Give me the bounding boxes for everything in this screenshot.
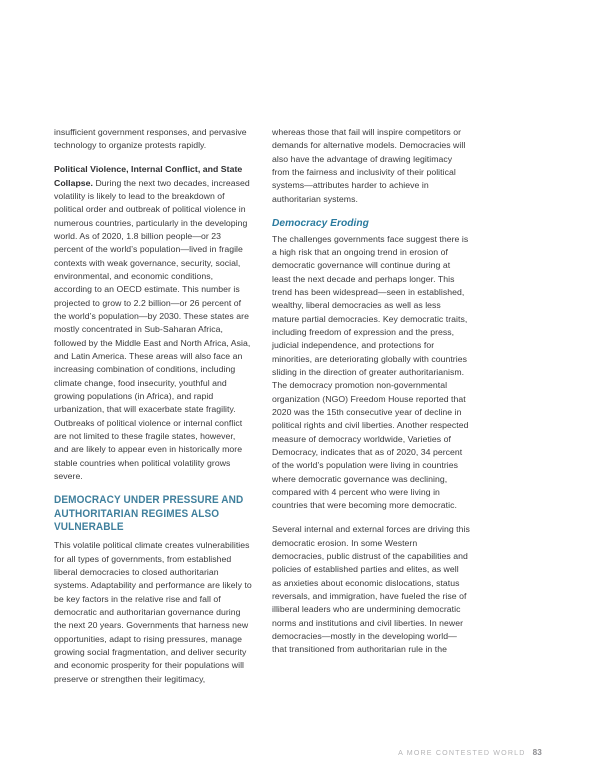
paragraph-lead-in-political-violence: Political Violence, Internal Conflict, and State Collapse.	[54, 164, 243, 188]
sub-heading-democracy-eroding: Democracy Eroding	[272, 217, 369, 229]
paragraph-continued-intro: insufficient government responses, and pervasive technology to organize protests rapidly.	[54, 127, 247, 151]
left-column	[54, 126, 252, 686]
two-column-text-body	[54, 126, 471, 686]
footer-chapter-label: A MORE CONTESTED WORLD	[398, 749, 526, 757]
paragraph-political-violence	[54, 163, 252, 483]
page-footer	[398, 748, 542, 757]
right-column	[272, 126, 470, 686]
paragraph-democracy-eroding-2: Several internal and external forces are driving this democratic erosion. In some Western democracies, public distrust of the capabilities and policies of established parties and elites, as well as anxieties about economic dislocations, status reversals, and immigration, have fueled the rise of illiberal leaders who are undermining democratic norms and institutions and civil liberties. In newer democracies—mostly in the developing world—that transitioned from authoritarian rule in the	[272, 524, 470, 655]
paragraph-volatile-political-climate: This volatile political climate creates vulnerabilities for all types of governments, from established liberal democracies to closed authoritarian systems. Adaptability and performance are likely to be key factors in the relative rise and fall of democratic and authoritarian governance during the next 20 years. Governments that harness new opportunities, adapt to rising pressures, manage growing social fragmentation, and deliver security and economic prosperity for their populations will preserve or strengthen their legitimacy,	[54, 540, 252, 684]
section-heading-democracy-under-pressure: DEMOCRACY UNDER PRESSURE AND AUTHORITARIAN REGIMES ALSO VULNERABLE	[54, 493, 244, 534]
footer-page-number: 83	[532, 748, 542, 757]
paragraph-body-political-violence: During the next two decades, increased volatility is likely to lead to the breakdown of political order and outbreak of political violence in numerous countries, particularly in the developing world. As of 2020, 1.8 billion people—or 23 percent of the world’s population—lived in fragile contexts with weak governance, security, social, environmental, and economic conditions, according to an OECD estimate. This number is projected to grow to 2.2 billion—or 26 percent of the world’s population—by 2030. These states are mostly concentrated in Sub-Saharan Africa, followed by the Middle East and North Africa, Asia, and Latin America. These areas will also face an increasing combination of conditions, including climate change, food insecurity, youthful and growing populations (in Africa), and rapid urbanization, that will exacerbate state fragility. Outbreaks of political violence or internal conflict are not limited to these fragile states, however, and are likely to appear even in historically more stable countries when political volatility grows severe.	[54, 177, 251, 482]
paragraph-continued-from-left-column: whereas those that fail will inspire competitors or demands for alternative models. Democracies will also have the advantage of drawing legitimacy from the fairness and inclusivity of their political systems—attributes harder to achieve in authoritarian systems.	[272, 127, 466, 204]
paragraph-democracy-eroding-1: The challenges governments face suggest there is a high risk that an ongoing trend in erosion of democratic governance will continue during at least the next decade and perhaps longer. This trend has been widespread—seen in established, wealthy, liberal democracies as well as less mature partial democracies. Key democratic traits, including freedom of expression and the press, judicial independence, and protections for minorities, are deteriorating globally with countries sliding in the direction of greater authoritarianism. The democracy promotion non-governmental organization (NGO) Freedom House reported that 2020 was the 15th consecutive year of decline in political rights and civil liberties. Another respected measure of democracy worldwide, Varieties of Democracy, indicates that as of 2020, 34 percent of the world’s population were living in countries where democratic governance was declining, compared with 4 percent who were living in countries that were becoming more democratic.	[272, 233, 469, 511]
